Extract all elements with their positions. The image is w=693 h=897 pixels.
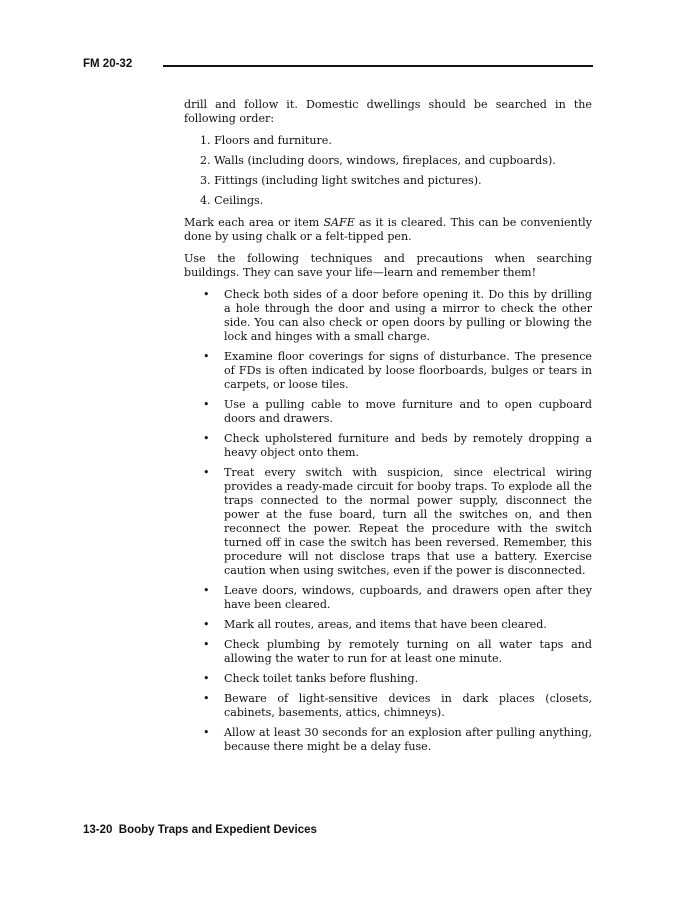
mark-paragraph xyxy=(184,216,592,244)
header-rule xyxy=(163,65,593,67)
bullet-marker: • xyxy=(203,350,210,363)
techniques-intro: Use the following techniques and precautions when searching buildings. They can save your life—learn and remember them! xyxy=(184,252,592,279)
bullet-marker: • xyxy=(203,638,210,651)
list-item-text: Treat every switch with suspicion, since electrical wiring provides a ready-made circuit for booby traps. To explode all the traps connected to the normal power supply, disconnect the power at the fuse board, turn all the switches on, and then reconnect the power. Repeat the procedure with the switch turned off in case the switch has been reversed. Remember, this procedure will not disclose traps that use a battery. Exercise caution when using switches, even if the power is disconnected. xyxy=(224,466,592,577)
precautions-list xyxy=(184,288,592,754)
list-item-text: Allow at least 30 seconds for an explosion after pulling anything, because there might be a delay fuse. xyxy=(224,726,592,753)
mark-text-after: as it is cleared. This can be conveniently done by using chalk or a felt-tipped pen. xyxy=(184,216,592,243)
list-item-text: Check both sides of a door before opening it. Do this by drilling a hole through the door and using a mirror to check the other side. You can also check or open doors by pulling or blowing the lock and hinges with a small charge. xyxy=(224,288,592,343)
bullet-marker: • xyxy=(203,672,210,685)
bullet-marker: • xyxy=(203,692,210,705)
safe-emphasis: SAFE xyxy=(323,216,355,229)
bullet-marker: • xyxy=(203,726,210,739)
page-footer xyxy=(83,823,317,837)
list-item-text: Mark all routes, areas, and items that have been cleared. xyxy=(224,618,547,631)
mark-text-before: Mark each area or item xyxy=(184,216,324,229)
order-item: 2. Walls (including doors, windows, fireplaces, and cupboards). xyxy=(200,154,556,167)
list-item xyxy=(184,350,592,392)
list-item xyxy=(184,466,592,578)
list-item-text: Examine floor coverings for signs of disturbance. The presence of FDs is often indicated by loose floorboards, bulges or tears in carpets, or loose tiles. xyxy=(224,350,592,391)
list-item xyxy=(184,432,592,460)
list-item xyxy=(184,584,592,612)
list-item xyxy=(184,726,592,754)
list-item xyxy=(184,618,592,632)
order-item: 4. Ceilings. xyxy=(200,194,264,207)
search-order-list xyxy=(184,134,592,208)
list-item-text: Beware of light-sensitive devices in dark places (closets, cabinets, basements, attics, chimneys). xyxy=(224,692,592,719)
list-item-text: Check upholstered furniture and beds by remotely dropping a heavy object onto them. xyxy=(224,432,592,459)
list-item xyxy=(184,398,592,426)
list-item-text: Leave doors, windows, cupboards, and drawers open after they have been cleared. xyxy=(224,584,592,611)
bullet-marker: • xyxy=(203,584,210,597)
page-header xyxy=(83,57,593,75)
manual-code: FM 20-32 xyxy=(83,58,133,70)
bullet-marker: • xyxy=(203,618,210,631)
list-item-text: Use a pulling cable to move furniture and to open cupboard doors and drawers. xyxy=(224,398,592,425)
intro-paragraph: drill and follow it. Domestic dwellings should be searched in the following order: xyxy=(184,98,592,125)
list-item-text: Check plumbing by remotely turning on all water taps and allowing the water to run for at least one minute. xyxy=(224,638,592,665)
list-item-text: Check toilet tanks before flushing. xyxy=(224,672,419,685)
list-item xyxy=(184,638,592,666)
list-item xyxy=(184,672,592,686)
list-item xyxy=(184,288,592,344)
order-item: 1. Floors and furniture. xyxy=(200,134,332,147)
footer-text: 13-20 Booby Traps and Expedient Devices xyxy=(83,824,317,836)
order-item: 3. Fittings (including light switches and pictures). xyxy=(200,174,482,187)
bullet-marker: • xyxy=(203,432,210,445)
bullet-marker: • xyxy=(203,398,210,411)
list-item xyxy=(184,692,592,720)
page-body xyxy=(184,98,592,760)
bullet-marker: • xyxy=(203,288,210,301)
bullet-marker: • xyxy=(203,466,210,479)
